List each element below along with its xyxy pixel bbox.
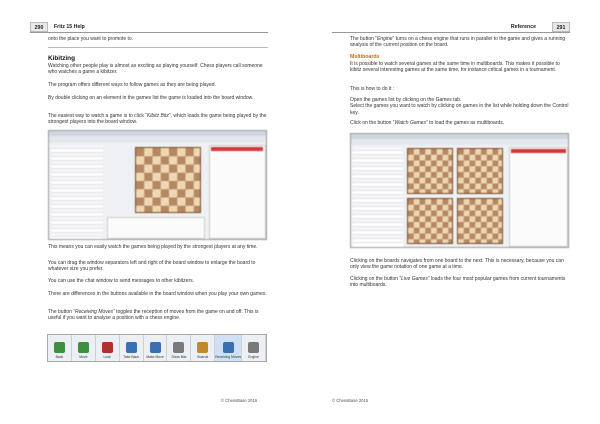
- paragraph: It is possible to watch several games at the same time in multiboards. This makes it possible to kibitz several interesting games at the same time, for instance critical games in a tournament.: [350, 61, 560, 74]
- kibitzing-heading: Kibitzing: [48, 55, 75, 62]
- back-button[interactable]: Back: [48, 335, 72, 361]
- take-back-icon: [126, 342, 137, 353]
- paragraph: Open the games list by clicking on the Games tab. Select the games you want to watch by clicking on games in the list while holding down the Control key.: [350, 97, 569, 116]
- make-move-icon: [150, 342, 161, 353]
- multiboard-screenshot: [350, 133, 569, 248]
- kibitz-screenshot: [48, 130, 267, 240]
- paragraph: By double clicking on an element in the games list the game is loaded into the board window.: [48, 95, 254, 101]
- make-move-button[interactable]: Make Move: [144, 335, 168, 361]
- paragraph: This is how to do it :: [350, 86, 395, 92]
- engine-button[interactable]: Engine: [242, 335, 266, 361]
- move-icon: [78, 342, 89, 353]
- page-number: 291: [552, 22, 570, 32]
- paragraph: The button “Receiving Moves” toggles the reception of moves from the game on and off. This is useful if you want to analyse a position with a chess engine.: [48, 309, 259, 322]
- lose-icon: [102, 342, 113, 353]
- paragraph: Clicking on the button “Live Games” loads the four most popular games from current tournaments into multiboards.: [350, 276, 566, 289]
- multiboards-heading: Multiboards: [350, 54, 380, 60]
- right-page: [300, 0, 600, 424]
- paragraph: This means you can easily watch the games being played by the strongest players at any time.: [48, 244, 258, 250]
- paragraph: The program offers different ways to follow games as they are being played.: [48, 82, 216, 88]
- board-toolbar: [47, 334, 267, 362]
- paragraph: You can use the chat window to send messages to other kibitzers.: [48, 278, 195, 284]
- show-bitz-button[interactable]: Show Bitz: [167, 335, 191, 361]
- header-rule: [30, 32, 268, 33]
- footer: © ChessBase 2015: [332, 398, 369, 403]
- paragraph: Click on the button “Watch Games” to load the games as multiboards.: [350, 120, 505, 126]
- paragraph: You can drag the window separators left and right of the board window to enlarge the board to whatever size you prefer.: [48, 260, 256, 273]
- boards-button[interactable]: Boards: [191, 335, 215, 361]
- separator: [48, 47, 268, 48]
- paragraph: There are differences in the buttons available in the board window when you play your own games.: [48, 291, 267, 297]
- move-button[interactable]: Move: [72, 335, 96, 361]
- header-title: Fritz 15 Help: [54, 24, 85, 30]
- engine-icon: [248, 342, 259, 353]
- paragraph: Watching other people play is almost as exciting as playing yourself. Chess players call someone who watches a game a kibitzer.: [48, 63, 263, 76]
- take-back-button[interactable]: Take Back: [120, 335, 144, 361]
- paragraph: The button “Engine” turns on a chess engine that runs in parallel to the game and gives a running analysis of the current position on the board.: [350, 36, 566, 49]
- footer: © ChessBase 2015: [221, 398, 258, 403]
- boards-icon: [197, 342, 208, 353]
- receiving-moves-icon: [223, 342, 234, 353]
- header-title: Reference: [510, 24, 536, 30]
- header-rule: [332, 32, 570, 33]
- paragraph: Clicking on the boards navigates from one board to the next. This is necessary, because you can only view the game notation of one game at a time.: [350, 258, 564, 271]
- lose-button[interactable]: Lose: [96, 335, 120, 361]
- receiving-moves-button[interactable]: Receiving Moves: [215, 335, 242, 361]
- back-icon: [54, 342, 65, 353]
- show-bitz-icon: [173, 342, 184, 353]
- intro-line: onto the place you want to promote to.: [48, 36, 134, 42]
- paragraph: The easiest way to watch a game is to click “Kibitz Bitz”, which loads the game being played by the strongest players into the board window.: [48, 113, 267, 126]
- page-number: 290: [30, 22, 48, 32]
